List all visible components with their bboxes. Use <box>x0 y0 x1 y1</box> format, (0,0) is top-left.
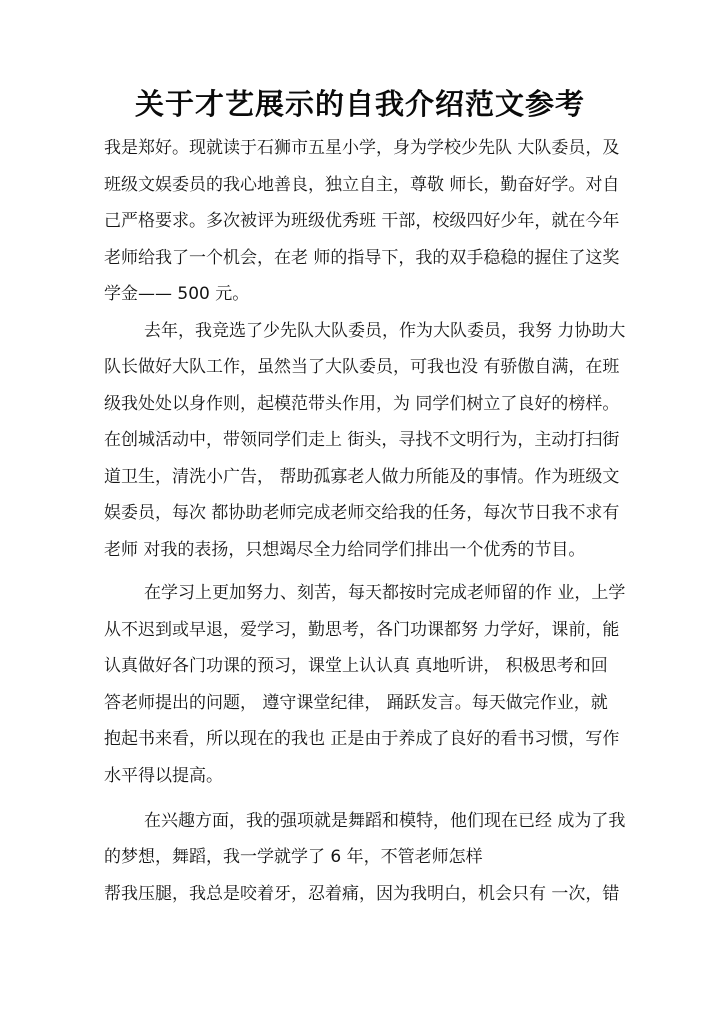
paragraph-line: 水平得以提高。 <box>104 766 223 786</box>
paragraph-line: 学金—— 500 元。 <box>104 284 250 304</box>
paragraph-line: 己严格要求。多次被评为班级优秀班 干部，校级四好少年，就在今年 <box>104 211 620 231</box>
paragraph-line: 老师给我了一个机会，在老 师的指导下，我的双手稳稳的握住了这奖 <box>104 248 620 268</box>
paragraph-line: 认真做好各门功课的预习，课堂上认认真 真地听讲， 积极思考和回 <box>104 656 608 676</box>
paragraph-line: 娱委员，每次 都协助老师完成老师交给我的任务，每次节日我不求有 <box>104 503 620 523</box>
paragraph-line: 答老师提出的问题， 遵守课堂纪律， 踊跃发言。每天做完作业，就 <box>104 693 608 713</box>
paragraph-line: 队长做好大队工作，虽然当了大队委员，可我也没 有骄傲自满，在班 <box>104 357 620 377</box>
paragraph-line: 抱起书来看，所以现在的我也 正是由于养成了良好的看书习惯，写作 <box>104 729 620 749</box>
paragraph-line: 从不迟到或早退，爱学习，勤思考，各门功课都努 力学好，课前，能 <box>104 620 620 640</box>
paragraph-line: 在学习上更加努力、刻苦，每天都按时完成老师留的作 业，上学 <box>144 583 626 603</box>
paragraph-line: 去年，我竞选了少先队大队委员，作为大队委员，我努 力协助大 <box>144 321 626 341</box>
document-title: 关于才艺展示的自我介绍范文参考 <box>134 87 585 121</box>
paragraph-line: 道卫生，清洗小广告， 帮助孤寡老人做力所能及的事情。作为班级文 <box>104 467 620 487</box>
paragraph-line: 级我处处以身作则，起模范带头作用，为 同学们树立了良好的榜样。 <box>104 394 620 414</box>
paragraph-line: 在创城活动中，带领同学们走上 街头，寻找不文明行为，主动打扫街 <box>104 430 620 450</box>
paragraph-line: 的梦想，舞蹈，我一学就学了 6 年，不管老师怎样 <box>104 847 483 867</box>
paragraph-line: 帮我压腿，我总是咬着牙，忍着痛，因为我明白，机会只有 一次，错 <box>104 884 620 904</box>
paragraph-line: 在兴趣方面，我的强项就是舞蹈和模特，他们现在已经 成为了我 <box>144 811 626 831</box>
paragraph-line: 我是郑好。现就读于石狮市五星小学，身为学校少先队 大队委员，及 <box>104 138 620 158</box>
paragraph-line: 班级文娱委员的我心地善良，独立自主，尊敬 师长，勤奋好学。对自 <box>104 175 620 195</box>
paragraph-line: 老师 对我的表扬，只想竭尽全力给同学们排出一个优秀的节目。 <box>104 540 586 560</box>
